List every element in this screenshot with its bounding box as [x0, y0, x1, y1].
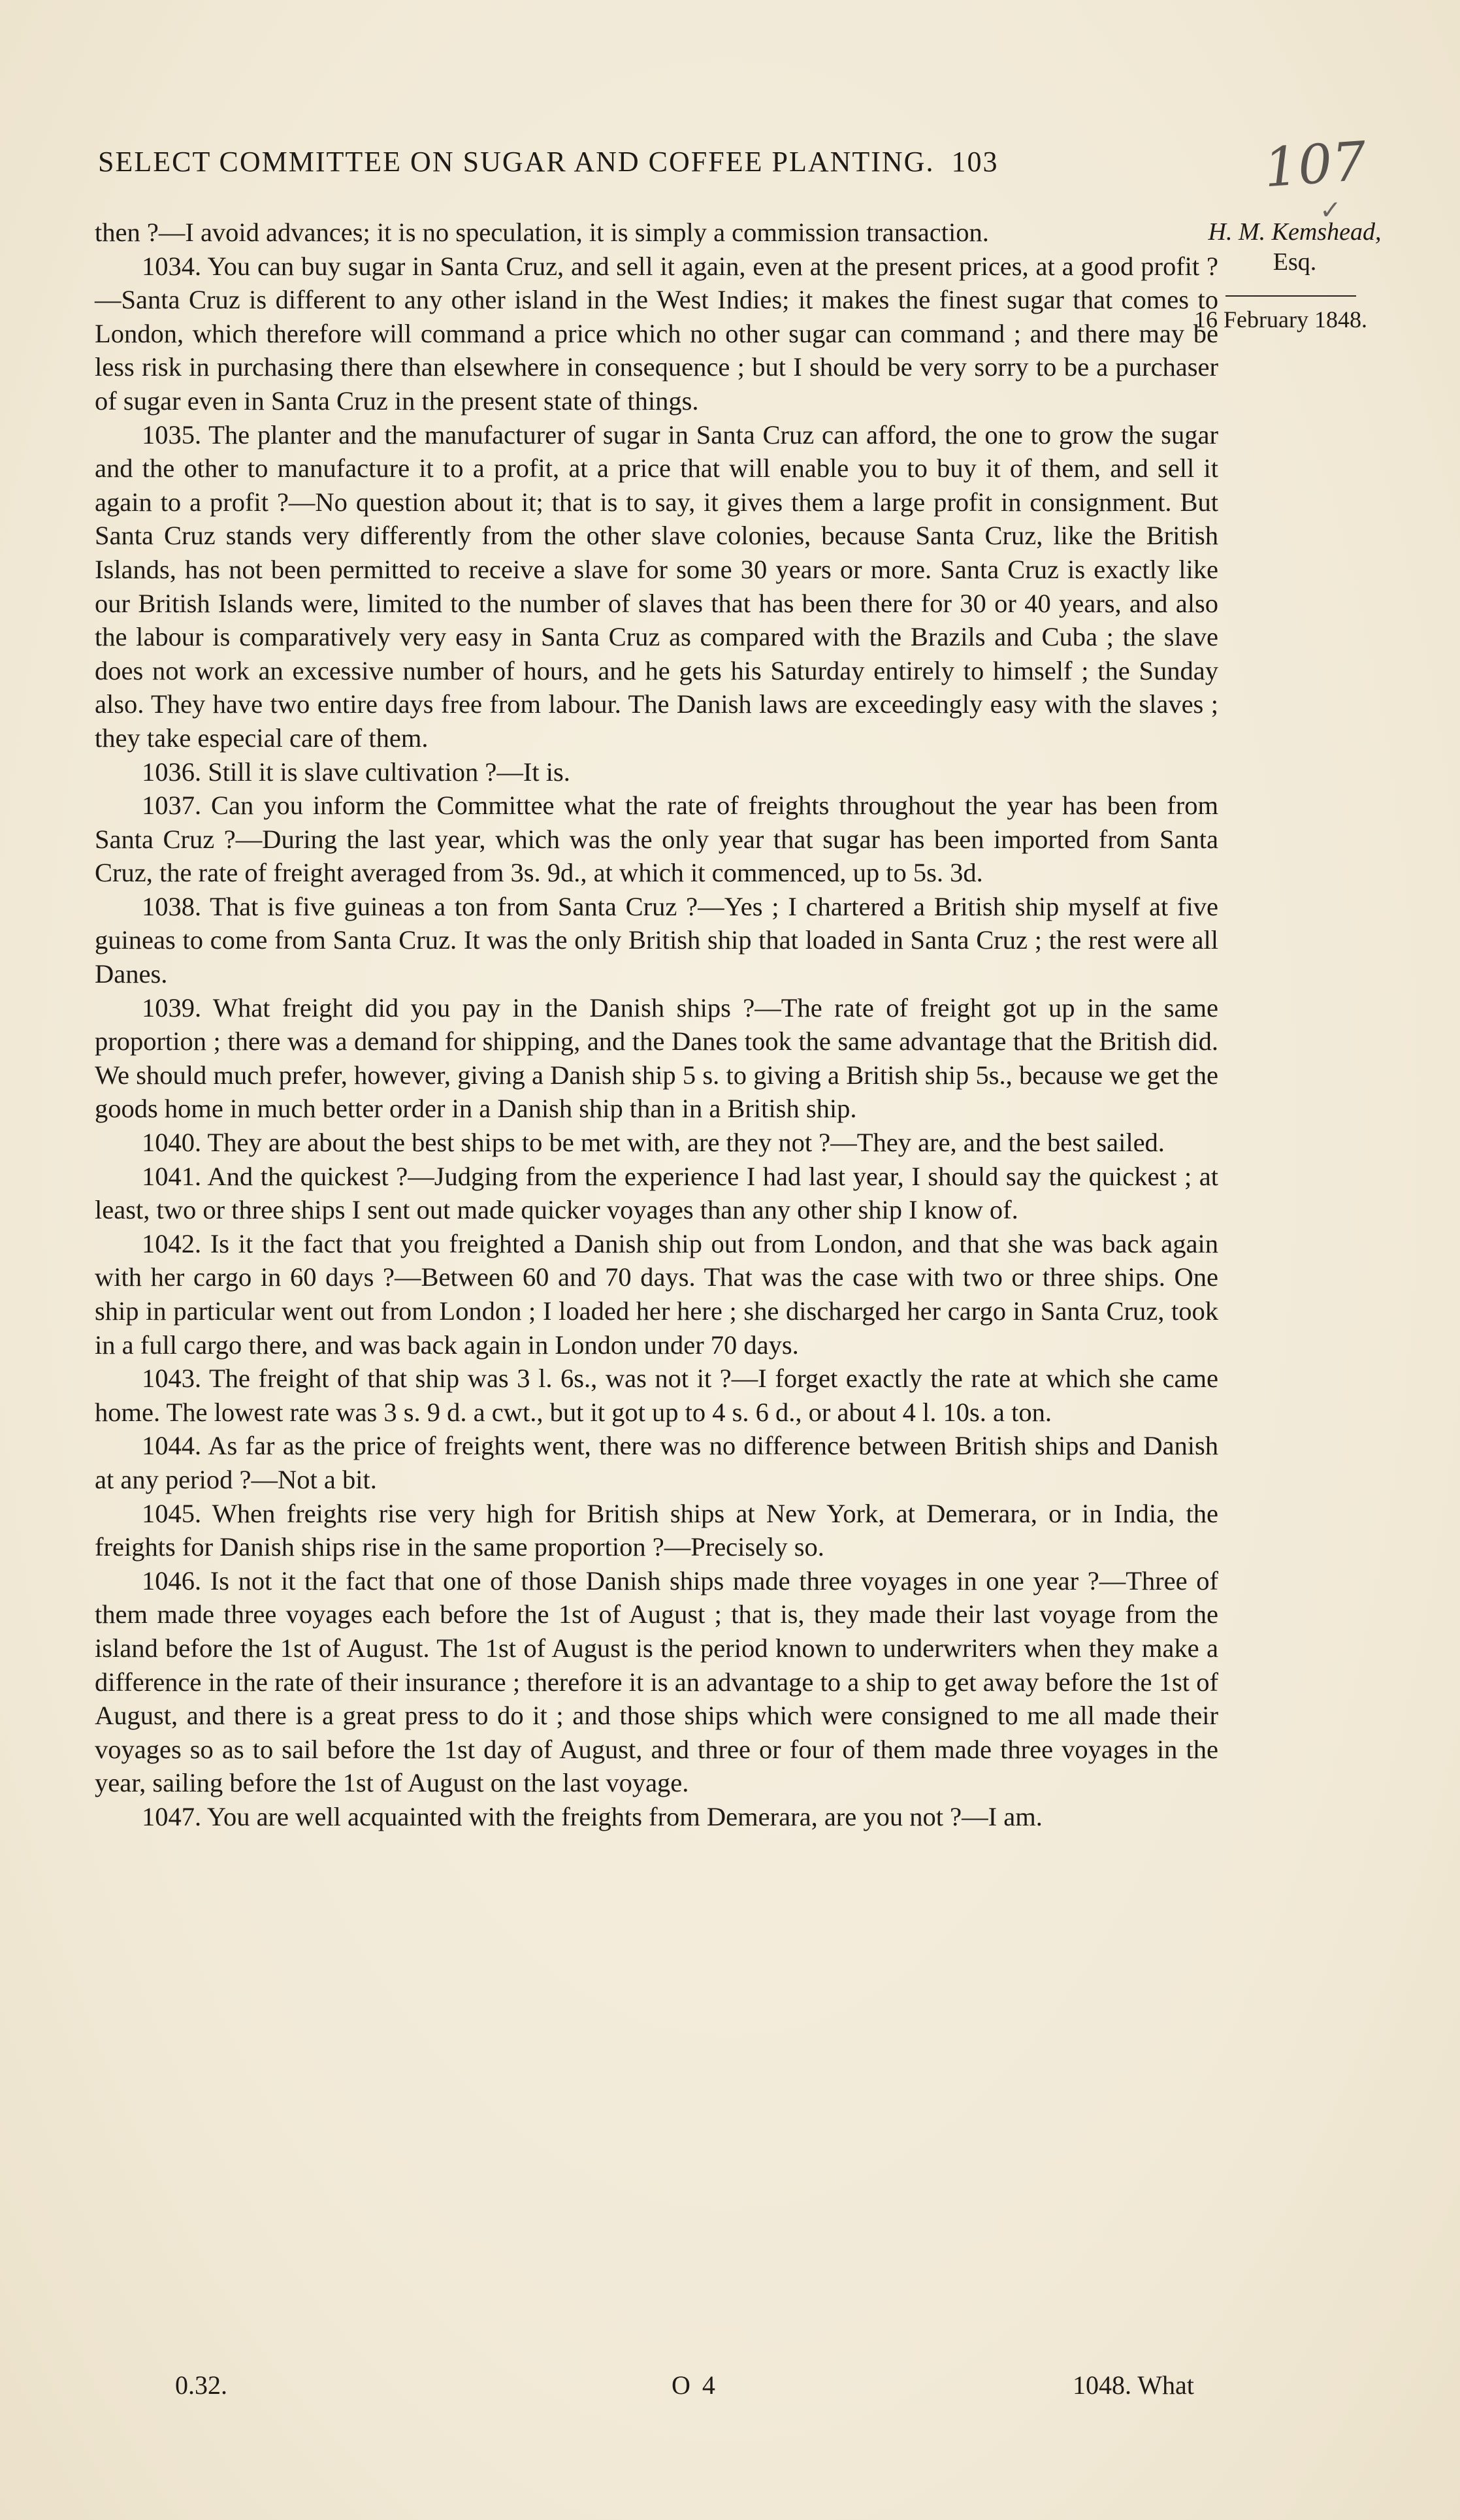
paragraph: 1046. Is not it the fact that one of those Danish ships made three voyages in one year ?—Three of them made three voyages each before the 1st of August ; that is, they made their last voyage from the island before the 1st of August. The 1st of August is the period known to underwriters when they make a difference in the rate of their insurance ; therefore it is an advantage to a ship to get away before the 1st of August, and there is a great press to do it ; and those ships which were consigned to me all made their voyages so as to sail before the 1st day of August, and three or four of them made three voyages in the year, sailing before the 1st of August on the last voyage. — [95, 1565, 1218, 1798]
main-text — [95, 216, 1218, 1834]
paragraph: then ?—I avoid advances; it is no speculation, it is simply a commission transaction. — [95, 218, 989, 247]
paragraph: 1042. Is it the fact that you freighted a Danish ship out from London, and that she was back again with her cargo in 60 days ?—Between 60 and 70 days. That was the case with two or three ships. One ship in particular went out from London ; I loaded her here ; she discharged her cargo in Santa Cruz, took in a full cargo there, and was back again in London under 70 days. — [95, 1228, 1218, 1360]
paragraph: 1035. The planter and the manufacturer of sugar in Santa Cruz can afford, the one to grow the sugar and the other to manufacture it to a profit, at a price that will enable you to buy it of them, and sell it again to a profit ?—No question about it; that is to say, it gives them a large profit in consignment. But Santa Cruz stands very differently from the other slave colonies, because Santa Cruz, like the British Islands, has not been permitted to receive a slave for some 30 years or more. Santa Cruz is exactly like our British Islands were, limited to the number of slaves that has been there for 30 or 40 years, and also the labour is comparatively very easy in Santa Cruz as compared with the Brazils and Cuba ; the slave does not work an excessive number of hours, and he gets his Saturday entirely to himself ; the Sunday also. They have two entire days free from labour. The Danish laws are exceedingly easy with the slaves ; they take especial care of them. — [95, 419, 1218, 753]
paragraph: 1041. And the quickest ?—Judging from the experience I had last year, I should say the quickest ; at least, two or three ships I sent out made quicker voyages than any other ship I know of. — [95, 1161, 1218, 1225]
margin-date: 16 February 1848. — [1194, 306, 1367, 333]
signature-mark: O 4 — [672, 2370, 718, 2400]
witness-suffix: Esq. — [1273, 248, 1317, 276]
paragraph: 1034. You can buy sugar in Santa Cruz, and sell it again, even at the present prices, at a good profit ?—Santa Cruz is different to any other island in the West Indies; it makes the finest sugar that comes to London, which therefore will command a price which no other sugar can command ; and there may be less risk in purchasing there than elsewhere in consequence ; but I should be very sorry to be a purchaser of sugar even in Santa Cruz in the present state of things. — [95, 251, 1218, 416]
catchword: 1048. What — [1073, 2370, 1194, 2400]
paragraph: 1047. You are well acquainted with the freights from Demerara, are you not ?—I am. — [142, 1801, 1043, 1831]
paragraph: 1039. What freight did you pay in the Danish ships ?—The rate of freight got up in the same proportion ; there was a demand for shipping, and the Danes took the same advantage that the British did. We should much prefer, however, giving a Danish ship 5 s. to giving a British ship 5s., because we get the goods home in much better order in a Danish ship than in a British ship. — [95, 992, 1218, 1124]
header-title: SELECT COMMITTEE ON SUGAR AND COFFEE PLANTING. — [98, 146, 935, 178]
witness-name: H. M. Kemshead, — [1208, 218, 1382, 246]
paragraph: 1038. That is five guineas a ton from Santa Cruz ?—Yes ; I chartered a British ship myself at five guineas to come from Santa Cruz. It was the only British ship that loaded in Santa Cruz ; the rest were all Danes. — [95, 891, 1218, 989]
margin-witness-name — [1190, 217, 1399, 277]
running-header — [98, 145, 1169, 178]
paragraph: 1037. Can you inform the Committee what the rate of freights throughout the year has been from Santa Cruz ?—During the last year, which was the only year that sugar has been imported from Santa Cruz, the rate of freight averaged from 3s. 9d., at which it commenced, up to 5s. 3d. — [95, 791, 1218, 888]
paragraph: 1040. They are about the best ships to be met with, are they not ?—They are, and the best sailed. — [142, 1128, 1165, 1158]
paragraph: 1045. When freights rise very high for British ships at New York, at Demerara, or in India, the freights for Danish ships rise in the same proportion ?—Precisely so. — [95, 1498, 1218, 1562]
handwritten-folio-number: 107 — [1261, 130, 1369, 200]
header-page-number: 103 — [951, 146, 999, 178]
paragraph: 1044. As far as the price of freights went, there was no difference between British ships and Danish at any period ?—Not a bit. — [95, 1431, 1218, 1494]
margin-rule — [1225, 295, 1356, 297]
folio-tick-mark: ✓ — [1320, 195, 1342, 225]
document-code: 0.32. — [175, 2370, 227, 2400]
paragraph: 1036. Still it is slave cultivation ?—It is. — [142, 757, 570, 787]
page-footer — [0, 2370, 1460, 2409]
paragraph: 1043. The freight of that ship was 3 l. 6s., was not it ?—I forget exactly the rate at which she came home. The lowest rate was 3 s. 9 d. a cwt., but it got up to 4 s. 6 d., or about 4 l. 10s. a ton. — [95, 1364, 1218, 1427]
